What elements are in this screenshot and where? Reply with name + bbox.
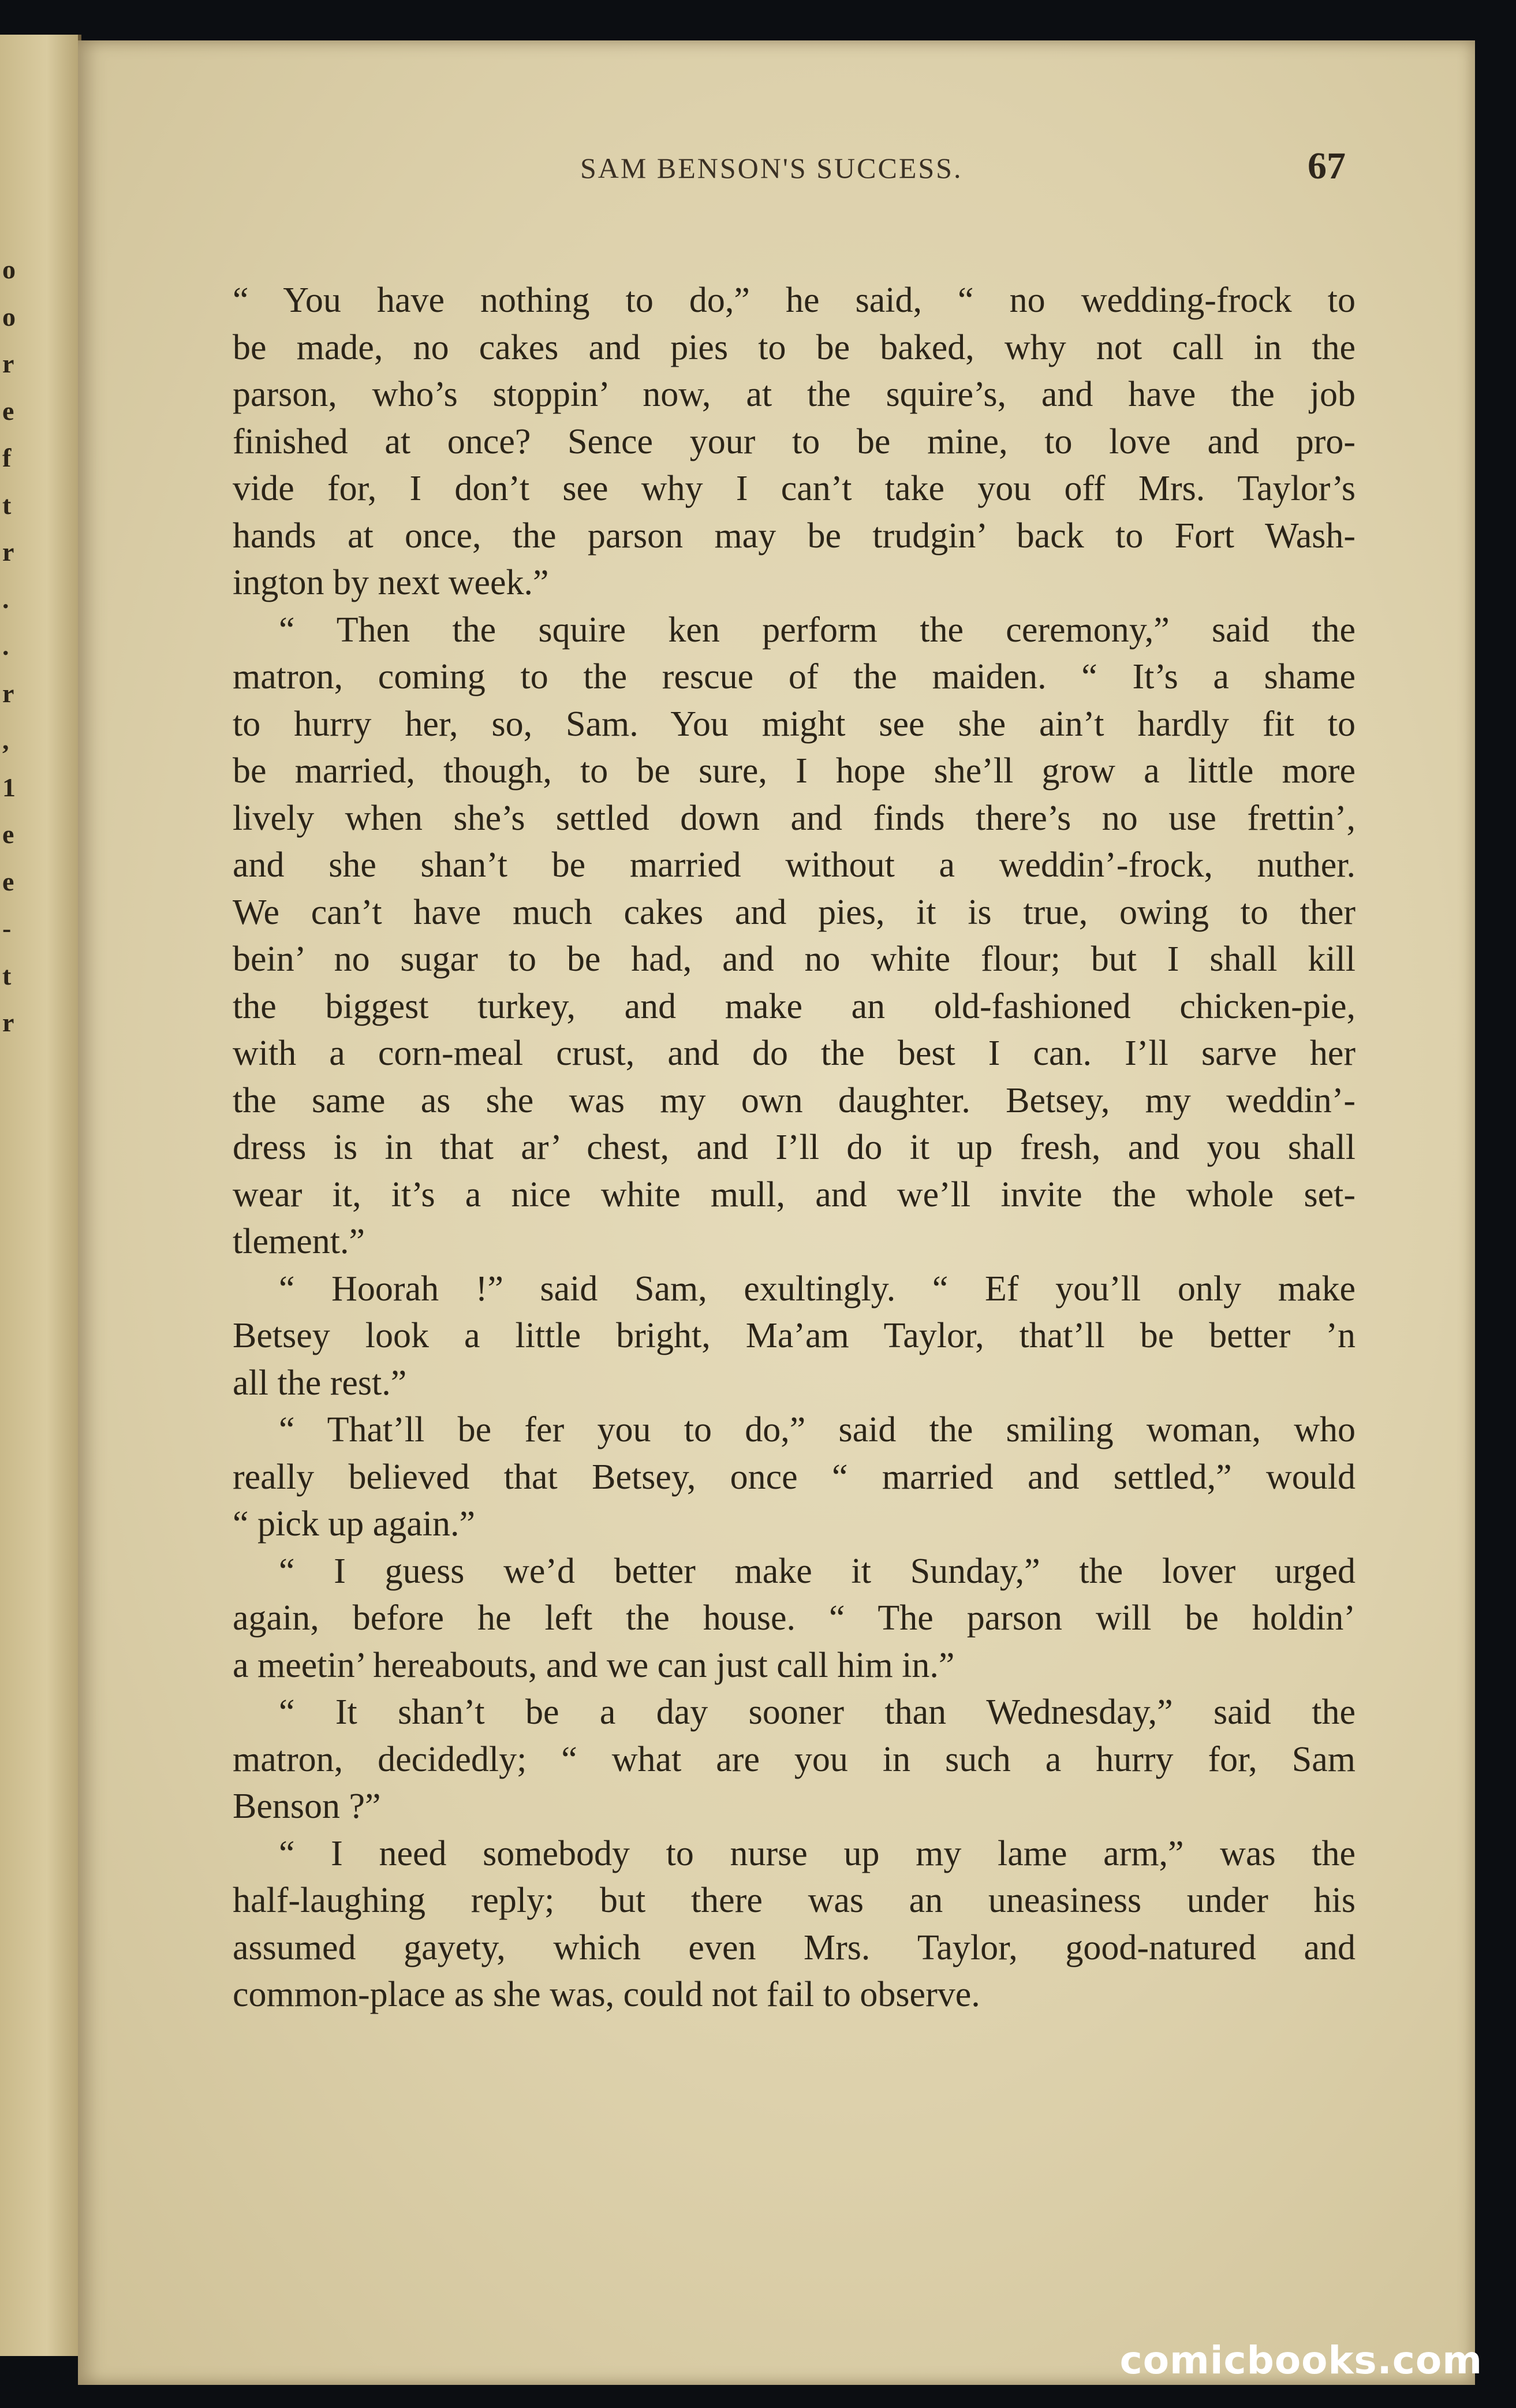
text-line: all the rest.” bbox=[233, 1363, 407, 1403]
text-line: “ Then the squire ken perform the ceremony,” said the bbox=[279, 610, 1356, 650]
text-line: finished at once? Sence your to be mine, to love and pro- bbox=[233, 422, 1356, 461]
text-line: Benson ?” bbox=[233, 1787, 381, 1826]
text-line: dress is in that ar’ chest, and I’ll do it up fresh, and you shall bbox=[233, 1128, 1356, 1167]
previous-page-glyph: r bbox=[2, 349, 14, 378]
previous-page-glyph: o bbox=[2, 301, 16, 331]
previous-page-edge bbox=[0, 35, 81, 2356]
text-line: assumed gayety, which even Mrs. Taylor, good-natured and bbox=[233, 1928, 1356, 1967]
running-head: SAM BENSON'S SUCCESS. bbox=[580, 152, 963, 184]
previous-page-glyph: e bbox=[2, 866, 14, 896]
text-line: wear it, it’s a nice white mull, and we’ll invite the whole set- bbox=[233, 1175, 1356, 1214]
text-line: common-place as she was, could not fail to observe. bbox=[233, 1975, 980, 2014]
text-line: vide for, I don’t see why I can’t take you off Mrs. Taylor’s bbox=[233, 469, 1356, 508]
text-line: We can’t have much cakes and pies, it is true, owing to ther bbox=[233, 892, 1356, 932]
previous-page-glyph: e bbox=[2, 396, 14, 426]
previous-page-glyph: , bbox=[2, 725, 9, 755]
previous-page-glyph: e bbox=[2, 819, 14, 849]
text-line: ington by next week.” bbox=[233, 563, 549, 602]
body-text bbox=[233, 277, 1356, 2019]
text-line: the biggest turkey, and make an old-fashioned chicken-pie, bbox=[233, 986, 1356, 1026]
text-line: half-laughing reply; but there was an uneasiness under his bbox=[233, 1881, 1356, 1920]
previous-page-glyph: r bbox=[2, 537, 14, 566]
text-line: bein’ no sugar to be had, and no white flour; but I shall kill bbox=[233, 940, 1356, 979]
text-line: “ pick up again.” bbox=[233, 1504, 476, 1544]
text-line: “ You have nothing to do,” he said, “ no wedding-frock to bbox=[233, 281, 1356, 320]
previous-page-glyph: . bbox=[2, 631, 9, 661]
previous-page-glyph: 1 bbox=[2, 772, 16, 802]
text-line: lively when she’s settled down and finds there’s no use frettin’, bbox=[233, 798, 1356, 838]
text-line: matron, coming to the rescue of the maiden. “ It’s a shame bbox=[233, 657, 1356, 696]
text-line: matron, decidedly; “ what are you in such a hurry for, Sam bbox=[233, 1739, 1356, 1779]
text-line: and she shan’t be married without a weddin’-frock, nuther. bbox=[233, 845, 1356, 885]
text-line: with a corn-meal crust, and do the best I can. I’ll sarve her bbox=[233, 1034, 1356, 1073]
previous-page-glyph: t bbox=[2, 490, 12, 520]
previous-page-glyph: r bbox=[2, 1008, 14, 1037]
previous-page-glyph: t bbox=[2, 960, 12, 990]
previous-page-glyph: r bbox=[2, 678, 14, 708]
text-line: be made, no cakes and pies to be baked, why not call in the bbox=[233, 327, 1356, 367]
page-number: 67 bbox=[1308, 145, 1346, 187]
text-line: again, before he left the house. “ The parson will be holdin’ bbox=[233, 1598, 1356, 1638]
text-line: the same as she was my own daughter. Betsey, my weddin’- bbox=[233, 1080, 1356, 1120]
text-line: be married, though, to be sure, I hope she’ll grow a little more bbox=[233, 751, 1356, 791]
text-line: “ Hoorah !” said Sam, exultingly. “ Ef you’ll only make bbox=[279, 1269, 1356, 1309]
book-page bbox=[78, 40, 1475, 2385]
text-line: tlement.” bbox=[233, 1222, 365, 1261]
previous-page-glyph: . bbox=[2, 584, 9, 614]
previous-page-glyph: o bbox=[2, 255, 16, 284]
text-line: “ It shan’t be a day sooner than Wednesday,” said the bbox=[279, 1693, 1356, 1732]
text-line: Betsey look a little bright, Ma’am Taylor, that’ll be better ’n bbox=[233, 1316, 1356, 1355]
text-line: really believed that Betsey, once “ married and settled,” would bbox=[233, 1457, 1356, 1497]
text-line: a meetin’ hereabouts, and we can just call him in.” bbox=[233, 1645, 955, 1685]
text-line: to hurry her, so, Sam. You might see she ain’t hardly fit to bbox=[233, 704, 1356, 744]
text-line: “ I need somebody to nurse up my lame arm,” was the bbox=[279, 1833, 1356, 1873]
text-line: “ That’ll be fer you to do,” said the smiling woman, who bbox=[279, 1410, 1356, 1449]
watermark: comicbooks.com bbox=[1119, 2338, 1483, 2383]
text-line: parson, who’s stoppin’ now, at the squire’s, and have the job bbox=[233, 375, 1356, 414]
text-line: hands at once, the parson may be trudgin’ back to Fort Wash- bbox=[233, 516, 1356, 556]
previous-page-glyph: - bbox=[2, 914, 12, 943]
previous-page-glyph: f bbox=[2, 443, 12, 472]
text-line: “ I guess we’d better make it Sunday,” the lover urged bbox=[279, 1551, 1356, 1591]
